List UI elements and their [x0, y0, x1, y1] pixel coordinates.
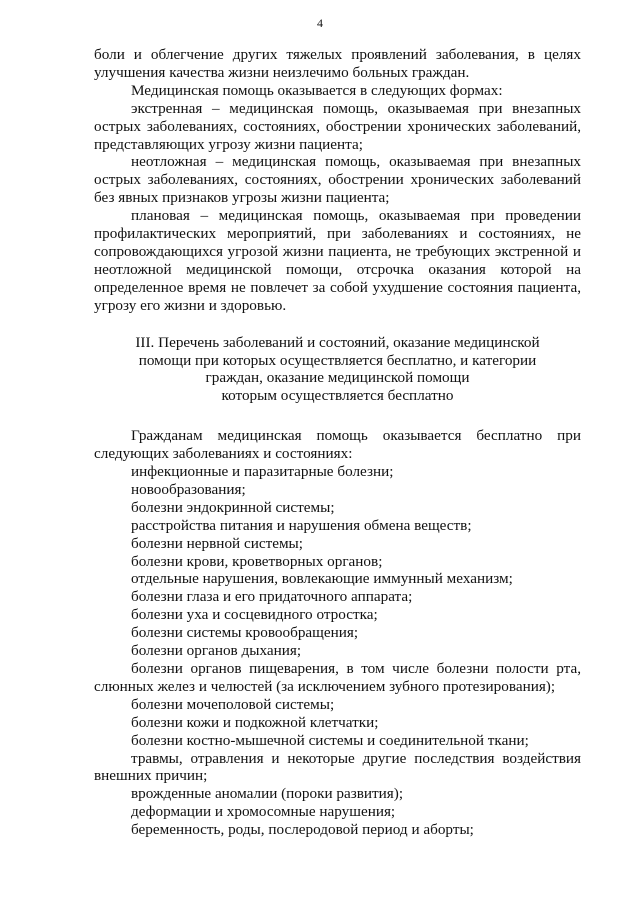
section-title-line: граждан, оказание медицинской помощи — [205, 369, 470, 387]
page-number: 4 — [317, 16, 323, 30]
list-item: врожденные аномалии (пороки развития); — [131, 785, 404, 803]
list-item: новообразования; — [131, 480, 246, 498]
disease-list — [94, 463, 581, 839]
list-item: болезни мочеполовой системы; — [131, 695, 335, 713]
list-item: болезни костно-мышечной системы и соединительной ткани; — [131, 731, 529, 749]
paragraph-forms-intro: Медицинская помощь оказывается в следующих формах: — [131, 81, 503, 99]
list-item: расстройства питания и нарушения обмена веществ; — [131, 516, 472, 534]
list-item: болезни нервной системы; — [131, 534, 303, 552]
section-title-line: которым осуществляется бесплатно — [221, 387, 454, 405]
section-title-line: помощи при которых осуществляется бесплатно, и категории — [138, 351, 537, 369]
list-item: беременность, роды, послеродовой период и аборты; — [131, 821, 474, 839]
paragraph-planned-form: плановая – медицинская помощь, оказываемая при проведении профилактических мероприятий, при заболеваниях и состояниях, не сопровождающихся угрозой жизни пациента, не требующих экстренной и неотложной медицинской помощи, отсрочка оказания которой на определенное время не повлечет за собой ухудшение состояния пациента, угрозу его жизни и здоровью. — [94, 207, 581, 314]
list-item: болезни органов пищеварения, в том числе болезни полости рта, слюнных желез и челюстей (за исключением зубного протезирования); — [94, 660, 581, 695]
list-item: болезни уха и сосцевидного отростка; — [131, 606, 378, 624]
list-item: отдельные нарушения, вовлекающие иммунный механизм; — [131, 570, 513, 588]
paragraph-urgent-form: неотложная – медицинская помощь, оказываемая при внезапных острых заболеваниях, состояниях, обострении хронических заболеваний без явных признаков угрозы жизни пациента; — [94, 153, 581, 207]
list-item: деформации и хромосомные нарушения; — [131, 803, 396, 821]
list-item: болезни глаза и его придаточного аппарата; — [131, 588, 413, 606]
list-item: болезни органов дыхания; — [131, 642, 302, 660]
list-item: болезни системы кровообращения; — [131, 624, 359, 642]
list-item: болезни кожи и подкожной клетчатки; — [131, 713, 379, 731]
paragraph-emergency-form: экстренная – медицинская помощь, оказываемая при внезапных острых заболеваниях, состояниях, обострении хронических заболеваний, представляющих угрозу жизни пациента; — [94, 99, 581, 153]
list-item: болезни эндокринной системы; — [131, 498, 335, 516]
document-body — [94, 46, 581, 839]
section-title — [94, 334, 581, 406]
section-lead: Гражданам медицинская помощь оказывается бесплатно при следующих заболеваниях и состояниях: — [94, 427, 581, 463]
section-title-line: III. Перечень заболеваний и состояний, оказание медицинской — [135, 333, 540, 351]
list-item: инфекционные и паразитарные болезни; — [131, 463, 394, 481]
list-item: болезни крови, кроветворных органов; — [131, 552, 383, 570]
list-item: травмы, отравления и некоторые другие последствия воздействия внешних причин; — [94, 749, 581, 785]
paragraph-continuation: боли и облегчение других тяжелых проявлений заболевания, в целях улучшения качества жизни неизлечимо больных граждан. — [94, 46, 581, 81]
